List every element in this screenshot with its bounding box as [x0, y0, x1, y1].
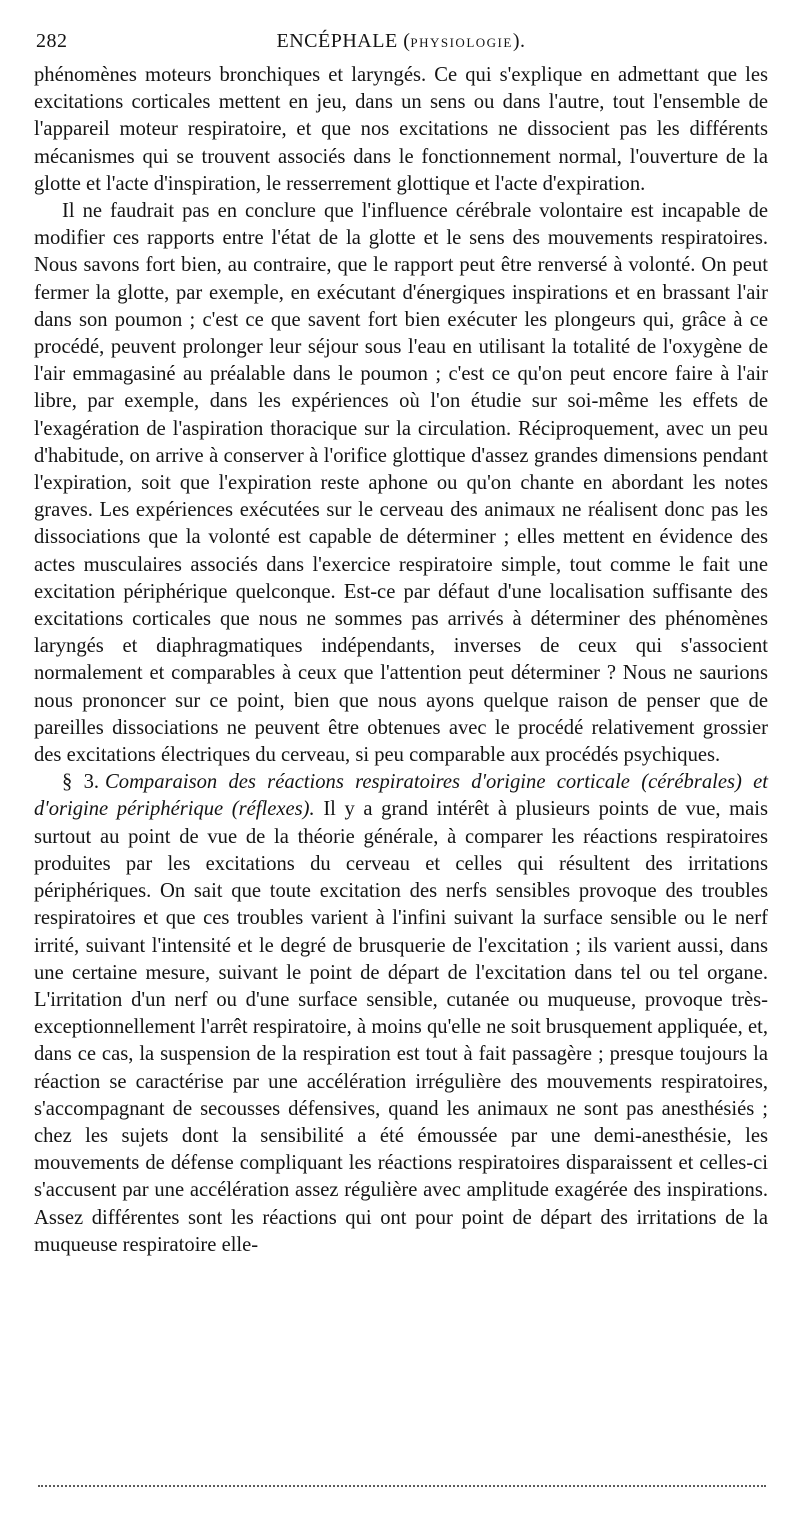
document-page [34, 28, 768, 1259]
page-number: 282 [36, 30, 68, 52]
section-text: Il y a grand intérêt à plusieurs points de vue, mais surtout au point de vue de la théorie générale, à comparer les réactions respiratoires produites par les excitations du cerveau et celles qui résultent des irritations périphériques. On sait que toute excitation des nerfs sensibles provoque des troubles respiratoires et que ces troubles varient à l'infini suivant la surface sensible ou le nerf irrité, suivant l'intensité et le degré de brusquerie de l'excitation ; ils varient aussi, dans une certaine mesure, suivant le point de départ de l'excitation dans tel ou tel organe. L'irritation d'un nerf ou d'une surface sensible, cutanée ou muqueuse, provoque très-exceptionnellement l'arrêt respiratoire, à moins qu'elle ne soit brusquement appliquée, et, dans ce cas, la suspension de la respiration est tout à fait passagère ; presque toujours la réaction se caractérise par une accélération irrégulière des mouvements respiratoires, s'accompagnant de secousses défensives, quand les animaux ne sont pas anesthésiés ; chez les sujets dont la sensibilité a été émoussée par une demi-anesthésie, les mouvements de défense compliquant les réactions respiratoires disparaissent et celles-ci s'accusent par une accélération assez régulière avec amplitude exagérée des inspirations. Assez différentes sont les réactions qui ont pour point de départ des irritations de la muqueuse respiratoire elle- [34, 798, 768, 1256]
section-mark: § 3. [62, 771, 100, 794]
footer-dotted-rule [38, 1485, 766, 1487]
running-title-close: ). [512, 30, 526, 52]
section-title: Comparaison des réactions respiratoires d'origine corticale (cérébrales) et d'origine périphérique (réflexes). [34, 771, 768, 821]
running-title-open: ( [397, 30, 411, 52]
paragraph-continued: phénomènes moteurs bronchiques et laryngés. Ce qui s'explique en admettant que les excitations corticales mettent en jeu, dans un sens ou dans l'autre, tout l'ensemble de l'appareil moteur respiratoire, et que nos excitations ne dissocient pas les différents mécanismes qui se trouvent associés dans le fonctionnement normal, l'ouverture de la glotte et l'acte d'inspiration, le resserrement glottique et l'acte d'expiration. [34, 64, 768, 195]
section-paragraph [34, 769, 768, 1259]
running-title-main: ENCÉPHALE [276, 30, 398, 52]
running-title-sub: PHYSIOLOGIE [410, 35, 513, 50]
body-text [34, 62, 768, 1259]
page-header [34, 28, 768, 62]
paragraph: Il ne faudrait pas en conclure que l'influence cérébrale volontaire est incapable de modifier ces rapports entre l'état de la glotte et le sens des mouvements respiratoires. Nous savons fort bien, au contraire, que le rapport peut être renversé à volonté. On peut fermer la glotte, par exemple, en exécutant d'énergiques inspirations et en brassant l'air dans son poumon ; c'est ce que savent fort bien exécuter les plongeurs qui, grâce à ce procédé, peuvent prolonger leur séjour sous l'eau en utilisant la totalité de l'oxygène de l'air emmagasiné au préalable dans le poumon ; c'est ce qu'on peut encore faire à l'air libre, par exemple, dans les expériences où l'on étudie sur soi-même les effets de l'exagération de l'aspiration thoracique sur la circulation. Réciproquement, avec un peu d'habitude, on arrive à conserver à l'orifice glottique d'assez grandes dimensions pendant l'expiration, soit que l'expiration reste aphone ou qu'on chante en abordant les notes graves. Les expériences exécutées sur le cerveau des animaux ne réalisent donc pas les dissociations que la volonté est capable de déterminer ; elles mettent en évidence des actes musculaires associés dans l'exercice respiratoire simple, tout comme le fait une excitation périphérique quelconque. Est-ce par défaut d'une localisation suffisante des excitations corticales que nous ne sommes pas arrivés à déterminer des phénomènes laryngés et diaphragmatiques indépendants, inverses de ceux qui s'associent normalement et comparables à ceux que l'attention peut déterminer ? Nous ne saurions nous prononcer sur ce point, bien que nous ayons quelque raison de penser que de pareilles dissociations ne peuvent être obtenues avec le procédé relativement grossier des excitations électriques du cerveau, si peu comparable aux procédés psychiques. [34, 200, 768, 767]
running-title [34, 30, 768, 53]
